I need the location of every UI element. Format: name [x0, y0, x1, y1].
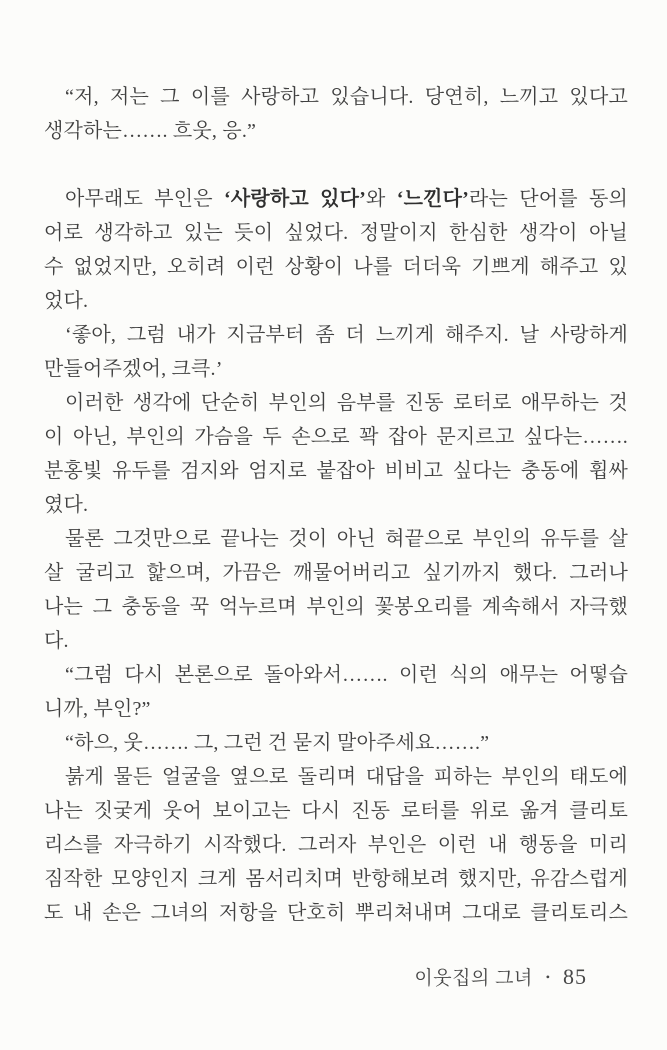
page-number: 85: [563, 963, 587, 989]
text-line: 수 없었지만, 오히려 이런 상황이 나를 더더욱 기쁘게 해주고 있: [44, 256, 628, 278]
text-line: “하으, 웃……. 그, 그런 건 묻지 말아주세요…….”: [65, 732, 490, 754]
text-line: 붉게 물든 얼굴을 옆으로 돌리며 대답을 피하는 부인의 태도에: [65, 766, 628, 788]
bold-text-segment: ‘사랑하고 있다’: [224, 188, 367, 210]
text-line: 살 굴리고 핥으며, 가끔은 깨물어버리고 싶기까지 했다. 그러나: [44, 562, 628, 584]
body-text: [44, 80, 628, 930]
text-line: 짐작한 모양인지 크게 몸서리치며 반항해보려 했지만, 유감스럽게: [44, 868, 628, 890]
text-line: 다.: [44, 630, 69, 652]
text-line: 물론 그것만으로 끝나는 것이 아닌 혀끝으로 부인의 유두를 살: [65, 528, 628, 550]
text-line: 이 아닌, 부인의 가슴을 두 손으로 꽉 잡아 문지르고 싶다는…….: [44, 426, 628, 448]
text-line: 도 내 손은 그녀의 저항을 단호히 뿌리쳐내며 그대로 클리토리스: [44, 902, 628, 924]
text-line: 생각하는……. 흐웃, 응.”: [44, 120, 257, 142]
text-line: 였다.: [44, 494, 89, 516]
text-line: 니까, 부인?”: [44, 698, 151, 720]
text-segment: 와: [366, 188, 397, 210]
text-line: 분홍빛 유두를 검지와 엄지로 붙잡아 비비고 싶다는 충동에 휩싸: [44, 460, 628, 482]
page-footer: [414, 963, 587, 990]
text-line: [44, 182, 628, 216]
text-line: “그럼 다시 본론으로 돌아와서……. 이런 식의 애무는 어떻습: [65, 664, 628, 686]
text-line: 만들어주겠어, 크큭.’: [44, 358, 223, 380]
text-line: 어로 생각하고 있는 듯이 싶었다. 정말이지 한심한 생각이 아닐: [44, 222, 628, 244]
separator-dot-icon: •: [545, 970, 550, 984]
running-title: 이웃집의 그녀: [414, 968, 533, 989]
text-segment: 아무래도 부인은: [65, 188, 224, 210]
text-line: 이러한 생각에 단순히 부인의 음부를 진동 로터로 애무하는 것: [65, 392, 628, 414]
text-segment: 라는 단어를 동의: [469, 188, 628, 210]
text-line: “저, 저는 그 이를 사랑하고 있습니다. 당연히, 느끼고 있다고: [65, 86, 628, 108]
text-line: 었다.: [44, 290, 89, 312]
paragraph-gap: [44, 148, 628, 182]
text-line: 나는 그 충동을 꾹 억누르며 부인의 꽃봉오리를 계속해서 자극했: [44, 596, 628, 618]
text-line: 나는 짓궂게 웃어 보이고는 다시 진동 로터를 위로 옮겨 클리토: [44, 800, 628, 822]
bold-text-segment: ‘느낀다’: [396, 188, 469, 210]
text-line: ‘좋아, 그럼 내가 지금부터 좀 더 느끼게 해주지. 날 사랑하게: [65, 324, 628, 346]
text-line: 리스를 자극하기 시작했다. 그러자 부인은 이런 내 행동을 미리: [44, 834, 628, 856]
